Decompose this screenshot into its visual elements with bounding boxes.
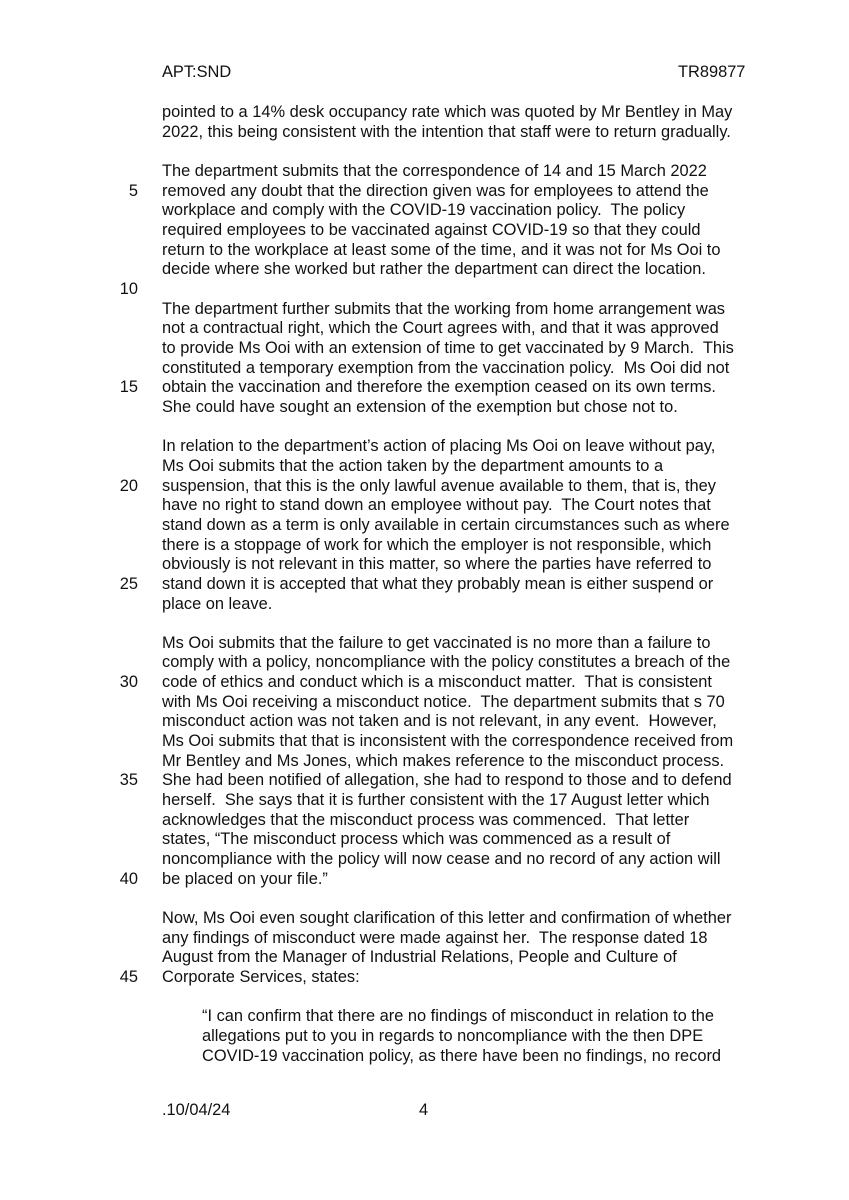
body-text-line: comply with a policy, noncompliance with the policy constitutes a breach of the bbox=[162, 653, 731, 672]
body-text-line: with Ms Ooi receiving a misconduct notice. The department submits that s 70 bbox=[162, 692, 725, 711]
line-number: 45 bbox=[119, 968, 138, 987]
body-text-line: herself. She says that it is further consistent with the 17 August letter which bbox=[162, 791, 710, 810]
body-text-line: code of ethics and conduct which is a misconduct matter. That is consistent bbox=[162, 673, 712, 692]
body-text-line: Now, Ms Ooi even sought clarification of this letter and confirmation of whether bbox=[162, 909, 732, 928]
body-text-line: pointed to a 14% desk occupancy rate which was quoted by Mr Bentley in May bbox=[162, 103, 733, 121]
body-text-line: 2022, this being consistent with the intention that staff were to return gradually. bbox=[162, 122, 731, 141]
body-text-line: In relation to the department’s action of placing Ms Ooi on leave without pay, bbox=[162, 437, 716, 456]
body-text-line: required employees to be vaccinated against COVID-19 so that they could bbox=[162, 220, 701, 239]
line-number: 20 bbox=[119, 476, 138, 495]
body-text-line: misconduct action was not taken and is not relevant, in any event. However, bbox=[162, 712, 717, 731]
line-number: 35 bbox=[119, 771, 138, 790]
body-text-line: decide where she worked but rather the department can direct the location. bbox=[162, 260, 706, 279]
body-text-line: return to the workplace at least some of the time, and it was not for Ms Ooi to bbox=[162, 240, 721, 259]
header-reference-left: APT:SND bbox=[162, 63, 232, 81]
body-text-line: to provide Ms Ooi with an extension of time to get vaccinated by 9 March. This bbox=[162, 338, 734, 357]
body-text-line: obtain the vaccination and therefore the exemption ceased on its own terms. bbox=[162, 378, 716, 397]
body-text-line: be placed on your file.” bbox=[162, 869, 328, 888]
body-text-line: workplace and comply with the COVID-19 vaccination policy. The policy bbox=[162, 201, 686, 220]
body-text-line: not a contractual right, which the Court agrees with, and that it was approved bbox=[162, 319, 719, 338]
body-text-line: suspension, that this is the only lawful avenue available to them, that is, they bbox=[162, 476, 716, 495]
line-number: 15 bbox=[119, 378, 138, 397]
body-text-line: She could have sought an extension of the exemption but chose not to. bbox=[162, 397, 678, 416]
body-text-line: The department submits that the correspondence of 14 and 15 March 2022 bbox=[162, 161, 707, 180]
body-text-line: stand down it is accepted that what they probably mean is either suspend or bbox=[162, 574, 714, 593]
quoted-text-line: allegations put to you in regards to noncompliance with the then DPE bbox=[202, 1027, 704, 1046]
quoted-text-line: “I can confirm that there are no findings of misconduct in relation to the bbox=[202, 1007, 715, 1026]
body-text-line: The department further submits that the working from home arrangement was bbox=[162, 299, 726, 318]
quoted-text-line: COVID-19 vaccination policy, as there have been no findings, no record bbox=[202, 1046, 722, 1065]
body-text-line: noncompliance with the policy will now cease and no record of any action will bbox=[162, 850, 721, 869]
body-text-line: Ms Ooi submits that that is inconsistent with the correspondence received from bbox=[162, 732, 734, 751]
body-text-line: stand down as a term is only available in certain circumstances such as where bbox=[162, 515, 730, 534]
body-text-line: Ms Ooi submits that the failure to get vaccinated is no more than a failure to bbox=[162, 633, 711, 652]
body-text-line: acknowledges that the misconduct process was commenced. That letter bbox=[162, 810, 690, 829]
body-text-line: removed any doubt that the direction given was for employees to attend the bbox=[162, 181, 709, 200]
line-number: 10 bbox=[119, 279, 138, 298]
body-text-line: states, “The misconduct process which was commenced as a result of bbox=[162, 830, 671, 849]
line-number: 5 bbox=[128, 181, 138, 200]
body-text-line: have no right to stand down an employee without pay. The Court notes that bbox=[162, 496, 711, 515]
header-reference-right: TR89877 bbox=[678, 63, 746, 81]
footer-page-number: 4 bbox=[419, 1101, 429, 1119]
body-text-line: She had been notified of allegation, she had to respond to those and to defend bbox=[162, 771, 732, 790]
body-text-line: constituted a temporary exemption from the vaccination policy. Ms Ooi did not bbox=[162, 358, 730, 377]
body-text-line: any findings of misconduct were made against her. The response dated 18 bbox=[162, 928, 708, 947]
body-text-line: August from the Manager of Industrial Relations, People and Culture of bbox=[162, 948, 677, 967]
body-text-line: Corporate Services, states: bbox=[162, 968, 360, 987]
body-text-line: obviously is not relevant in this matter, so where the parties have referred to bbox=[162, 555, 712, 574]
body-text-line: there is a stoppage of work for which the employer is not responsible, which bbox=[162, 535, 712, 554]
line-number: 30 bbox=[119, 673, 138, 692]
body-text-line: Mr Bentley and Ms Jones, which makes reference to the misconduct process. bbox=[162, 751, 725, 770]
body-text-line: place on leave. bbox=[162, 594, 273, 613]
footer-date: .10/04/24 bbox=[162, 1101, 231, 1119]
body-text-line: Ms Ooi submits that the action taken by the department amounts to a bbox=[162, 456, 664, 475]
line-number: 25 bbox=[119, 574, 138, 593]
line-number: 40 bbox=[119, 869, 138, 888]
